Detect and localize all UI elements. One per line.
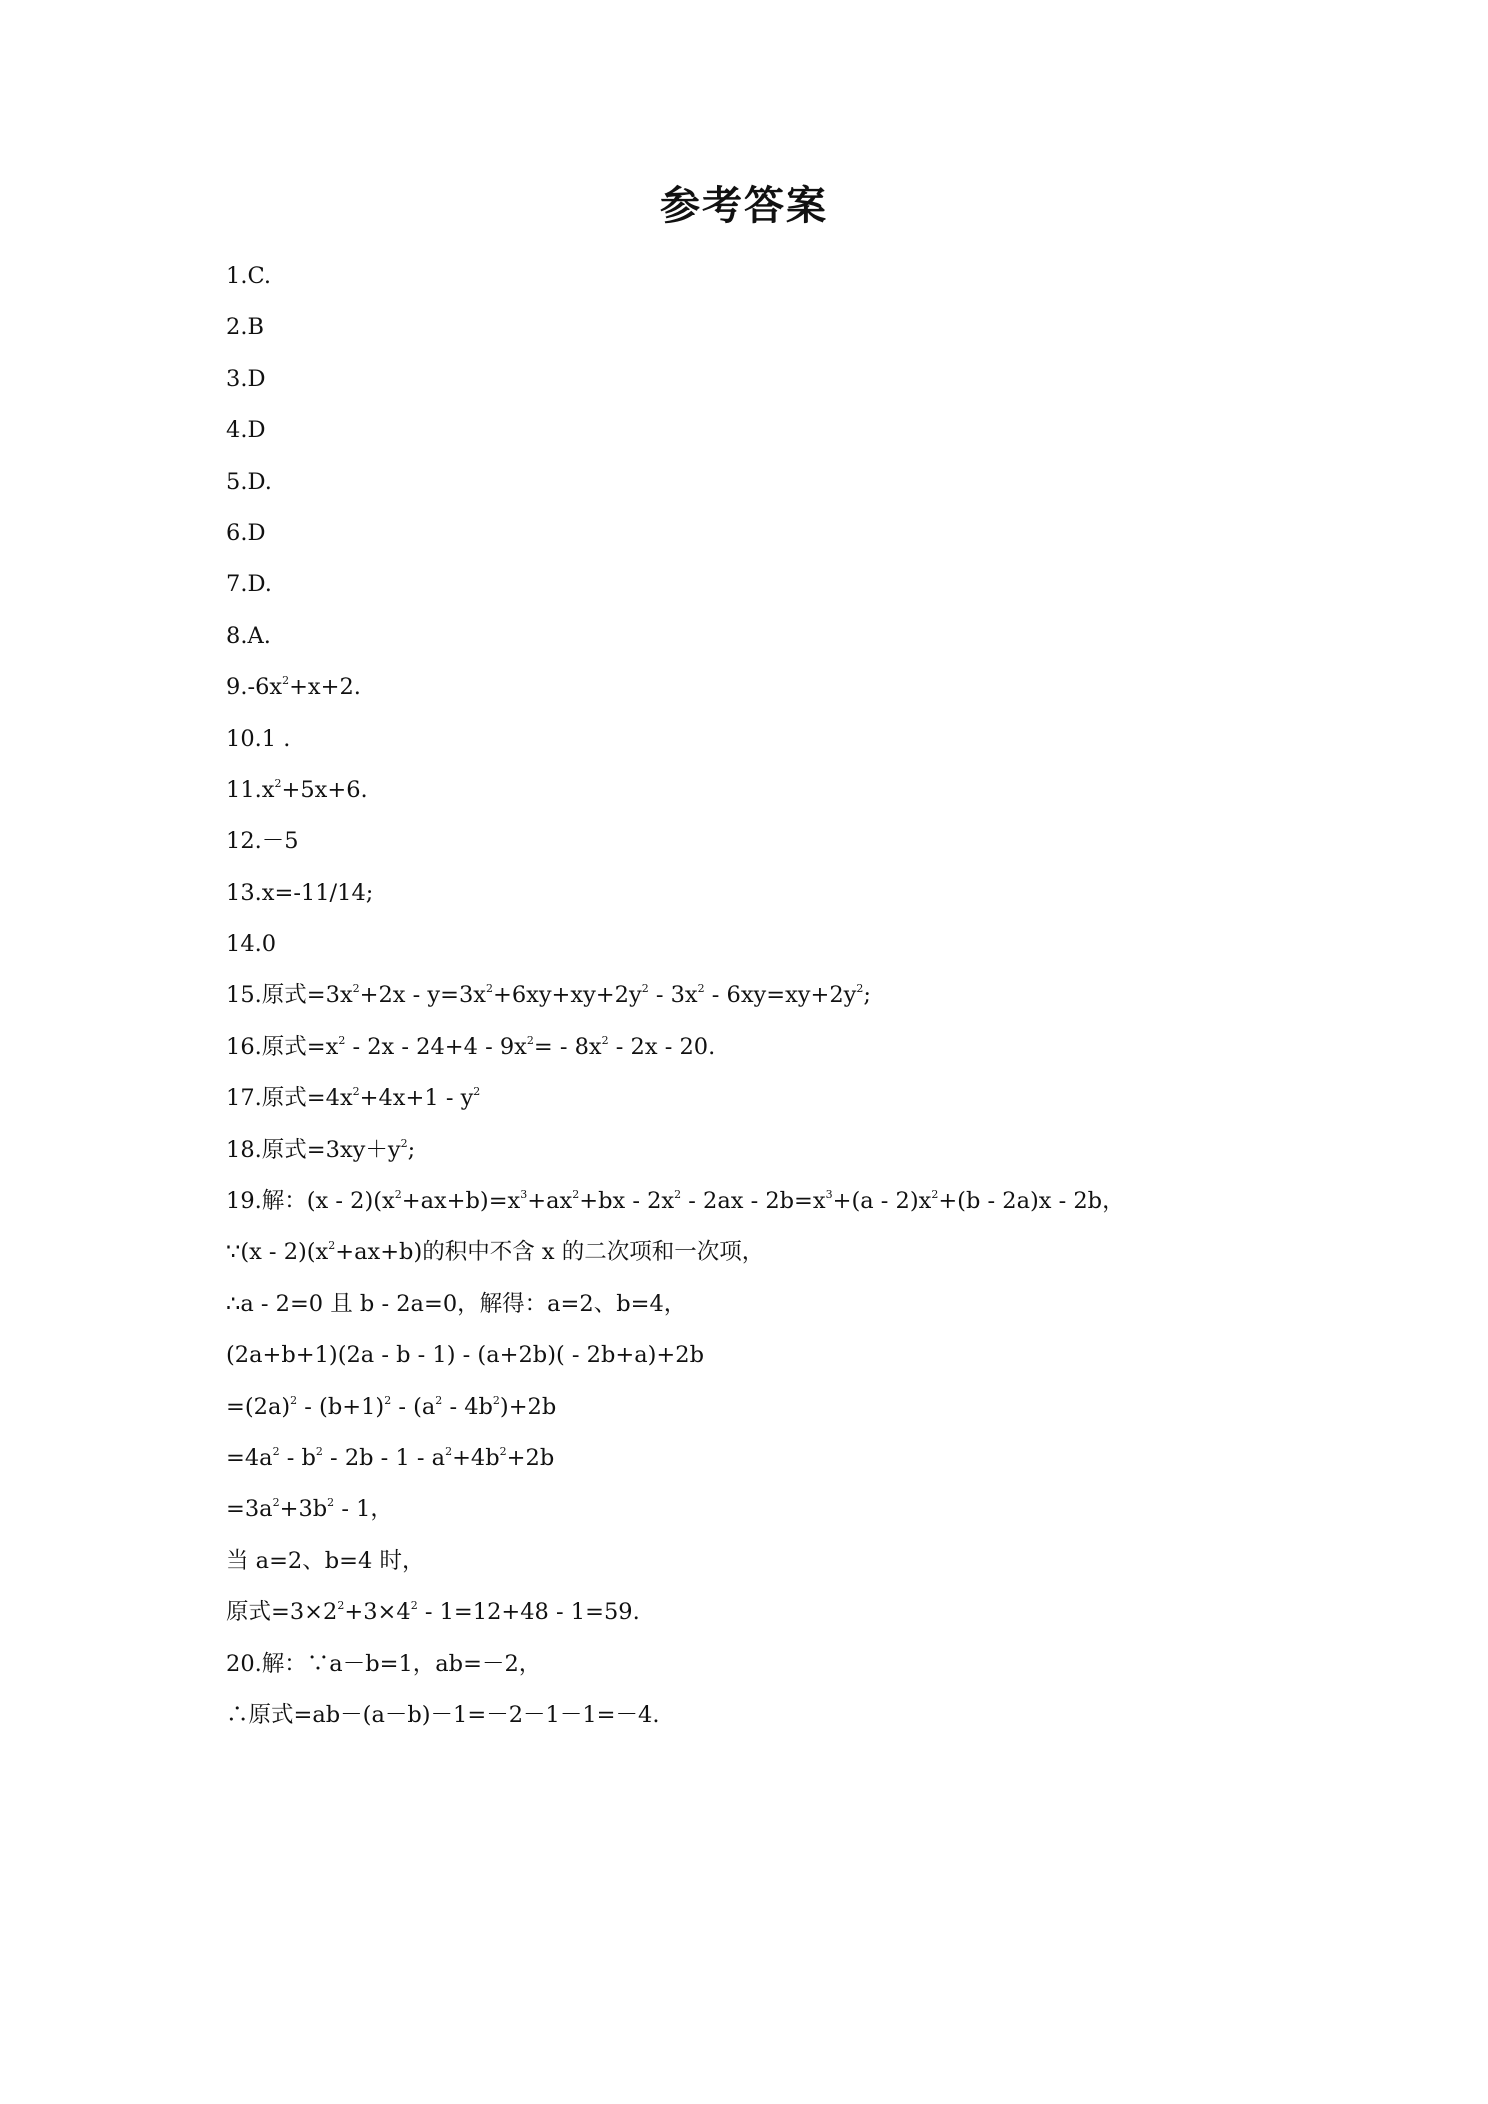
answer-line: 10.1 . xyxy=(226,725,291,752)
answer-line: ∴a - 2=0 且 b - 2a=0，解得：a=2、b=4， xyxy=(226,1290,687,1317)
answer-line: $9.-6x^2+x+2$. xyxy=(226,674,361,701)
answer-line: 1.C. xyxy=(226,263,272,289)
answer-line: 2.B xyxy=(226,314,265,341)
answer-line: 12.－5 xyxy=(226,828,299,855)
answer-line: 17.原式$=4x^2+4x+1 - y^2$ xyxy=(226,1085,481,1112)
answer-line: 13.x=-11/14; xyxy=(226,879,374,906)
answer-line: $=3a^2+3b^2 - 1$， xyxy=(226,1496,393,1523)
answer-line: 19.解：$(x - 2)(x^2+ax+b)=x^3+ax^2+bx - 2x^2 - 2ax - 2b=x^3+(a - 2)x^2+(b - 2a)x - 2b$， xyxy=(226,1188,1125,1215)
answer-line: 3.D xyxy=(226,365,266,392)
page-title: 参考答案 xyxy=(660,183,828,229)
answer-line: 6.D xyxy=(226,519,266,546)
answer-line: 15.原式$=3x^2+2x - y=3x^2+6xy+xy+2y^2 - 3x^2 - 6xy=xy+2y^2$; xyxy=(226,982,871,1009)
answer-line: 7.D. xyxy=(226,571,272,598)
answer-line: 16.原式$=x^2 - 2x - 24+4 - 9x^2= - 8x^2 - 2x - 20$. xyxy=(226,1033,716,1060)
answer-line: 4.D xyxy=(226,417,266,444)
answer-line: 5.D. xyxy=(226,468,272,495)
answer-line: $=(2a)^2 - (b+1)^2 - (a^2 - 4b^2)+2b$ xyxy=(226,1393,557,1420)
answer-line: 14.0 xyxy=(226,931,277,958)
answer-list xyxy=(226,258,1326,1748)
answer-line: (2a+b+1)(2a - b - 1) - (a+2b)( - 2b+a)+2b xyxy=(226,1342,704,1369)
answer-line: 当 a=2、b=4 时， xyxy=(226,1547,425,1574)
answer-line: $=4a^2 - b^2 - 2b - 1 - a^2+4b^2+2b$ xyxy=(226,1444,555,1471)
answer-line: ∴原式=ab－(a－b)－1=－2－1－1=－4. xyxy=(226,1701,660,1728)
answer-line: 20.解：∵a－b=1，ab=－2， xyxy=(226,1650,542,1677)
answer-line: $11.x^2+5x+6$. xyxy=(226,776,368,803)
answer-line: 原式$=3\times 2^2+3\times 4^2 - 1=12+48 - 1=59$. xyxy=(226,1599,640,1626)
answer-line: 8.A. xyxy=(226,622,271,649)
answer-line: 18.原式$=3xy+y^2$; xyxy=(226,1136,416,1163)
answer-line: ∵(x - $2)(x^2+ax+b)$的积中不含 x 的二次项和一次项， xyxy=(226,1239,765,1266)
